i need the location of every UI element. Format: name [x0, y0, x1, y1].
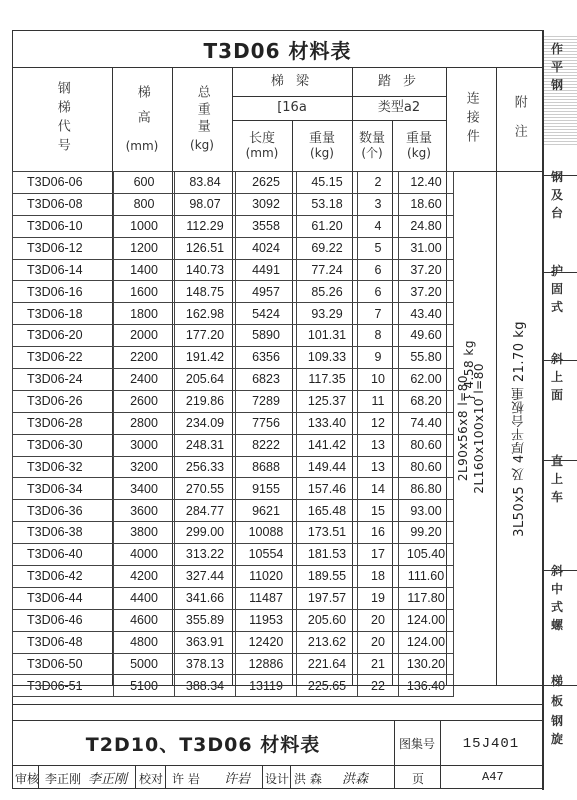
cell-step-qty: 10: [358, 369, 399, 391]
cell-beam-length: 11487: [236, 587, 297, 609]
page-label: 页: [412, 772, 425, 786]
cell-height: 4200: [114, 566, 175, 588]
cell-step-qty: 17: [358, 544, 399, 566]
cell-total-weight: 205.64: [175, 369, 236, 391]
cell-beam-weight: 189.55: [297, 566, 358, 588]
designer-signature: 洪森: [342, 772, 369, 787]
table-row: [13, 434, 454, 456]
cell-total-weight: 140.73: [175, 259, 236, 281]
cell-beam-weight: 45.15: [297, 172, 358, 194]
table-row: [13, 215, 454, 237]
cell-total-weight: 378.13: [175, 653, 236, 675]
cell-step-qty: 12: [358, 412, 399, 434]
cell-beam-weight: 225.65: [297, 675, 358, 697]
cell-beam-length: 10554: [236, 544, 297, 566]
cell-step-weight: 99.20: [399, 522, 454, 544]
table-row: [13, 390, 454, 412]
cell-beam-length: 7756: [236, 412, 297, 434]
table-row: [13, 456, 454, 478]
page-title: T3D06 材料表: [203, 38, 352, 63]
checker-name: 许 岩: [172, 772, 200, 786]
table-row: [13, 172, 454, 194]
cell-code: T3D06-46: [13, 609, 114, 631]
table-row: [13, 653, 454, 675]
cell-total-weight: 112.29: [175, 215, 236, 237]
side-index-char: 上: [551, 472, 564, 486]
cell-total-weight: 284.77: [175, 500, 236, 522]
header-beam-length: 长度 (mm): [245, 130, 279, 161]
side-index-char: 梯: [551, 674, 564, 688]
cell-beam-length: 6356: [236, 347, 297, 369]
cell-step-qty: 14: [358, 478, 399, 500]
cell-step-weight: 74.40: [399, 412, 454, 434]
cell-beam-weight: 221.64: [297, 653, 358, 675]
cell-height: 3000: [114, 434, 175, 456]
reviewer-name: 李正刚: [45, 772, 82, 786]
header-step-qty: 数量 (个): [358, 130, 385, 161]
cell-height: 4800: [114, 631, 175, 653]
header-step-title: 踏 步: [377, 73, 421, 89]
cell-height: 4000: [114, 544, 175, 566]
cell-code: T3D06-30: [13, 434, 114, 456]
side-index-char: 面: [551, 388, 564, 402]
header-beam-spec: [16a: [277, 100, 307, 116]
cell-beam-length: 8222: [236, 434, 297, 456]
cell-code: T3D06-40: [13, 544, 114, 566]
check-label: 校对: [139, 772, 164, 786]
header-notes: 附 注: [511, 94, 527, 144]
cell-height: 2000: [114, 325, 175, 347]
cell-beam-weight: 173.51: [297, 522, 358, 544]
side-index-char: 直: [551, 454, 564, 468]
cell-beam-length: 11020: [236, 566, 297, 588]
cell-beam-length: 3092: [236, 193, 297, 215]
side-index-char: 台: [551, 206, 564, 220]
side-index-char: 旋: [551, 732, 564, 746]
side-index-char: 斜: [551, 352, 564, 366]
footer-title: T2D10、T3D06 材料表: [85, 734, 321, 756]
cell-step-weight: 111.60: [399, 566, 454, 588]
cell-code: T3D06-51: [13, 675, 114, 697]
cell-beam-weight: 69.22: [297, 237, 358, 259]
design-label: 设计: [265, 772, 290, 786]
cell-step-weight: 24.80: [399, 215, 454, 237]
cell-step-weight: 86.80: [399, 478, 454, 500]
cell-beam-length: 11953: [236, 609, 297, 631]
cell-beam-weight: 61.20: [297, 215, 358, 237]
cell-step-qty: 4: [358, 215, 399, 237]
cell-step-qty: 22: [358, 675, 399, 697]
cell-code: T3D06-26: [13, 390, 114, 412]
cell-code: T3D06-06: [13, 172, 114, 194]
cell-beam-weight: 53.18: [297, 193, 358, 215]
cell-beam-length: 12420: [236, 631, 297, 653]
cell-code: T3D06-50: [13, 653, 114, 675]
cell-step-weight: 117.80: [399, 587, 454, 609]
connector-spec-1: 2L160x100x10 l=80: [472, 363, 486, 494]
header-total-weight: 总重量 (kg): [190, 85, 214, 153]
table-row: [13, 259, 454, 281]
cell-code: T3D06-24: [13, 369, 114, 391]
cell-height: 5100: [114, 675, 175, 697]
cell-height: 1400: [114, 259, 175, 281]
cell-step-weight: 124.00: [399, 609, 454, 631]
cell-step-qty: 3: [358, 193, 399, 215]
connector-weight: } 4.58 kg: [462, 340, 476, 402]
table-row: [13, 587, 454, 609]
cell-beam-weight: 141.42: [297, 434, 358, 456]
table-row: [13, 544, 454, 566]
cell-height: 2200: [114, 347, 175, 369]
cell-total-weight: 313.22: [175, 544, 236, 566]
table-row: [13, 478, 454, 500]
table-row: [13, 193, 454, 215]
cell-beam-weight: 101.31: [297, 325, 358, 347]
cell-height: 3800: [114, 522, 175, 544]
cell-beam-weight: 157.46: [297, 478, 358, 500]
side-index-char: 钢: [551, 170, 564, 184]
cell-beam-length: 8688: [236, 456, 297, 478]
cell-step-qty: 21: [358, 653, 399, 675]
cell-beam-length: 10088: [236, 522, 297, 544]
cell-beam-length: 4491: [236, 259, 297, 281]
cell-step-weight: 80.60: [399, 456, 454, 478]
cell-height: 3200: [114, 456, 175, 478]
side-index-char: 式: [551, 300, 564, 314]
cell-step-weight: 37.20: [399, 281, 454, 303]
header-code: 钢梯代号: [54, 81, 70, 157]
cell-code: T3D06-16: [13, 281, 114, 303]
table-row: [13, 631, 454, 653]
cell-beam-weight: 149.44: [297, 456, 358, 478]
notes-cell: [496, 172, 542, 685]
connector-spec-2: 2L90x56x8 l=80: [456, 375, 470, 482]
cell-step-weight: 105.40: [399, 544, 454, 566]
cell-code: T3D06-36: [13, 500, 114, 522]
cell-beam-weight: 205.60: [297, 609, 358, 631]
cell-step-weight: 124.00: [399, 631, 454, 653]
sign-row: [12, 766, 543, 788]
cell-height: 1000: [114, 215, 175, 237]
cell-code: T3D06-12: [13, 237, 114, 259]
side-index-char: 钢: [551, 714, 564, 728]
cell-step-qty: 9: [358, 347, 399, 369]
cell-step-weight: 49.60: [399, 325, 454, 347]
cell-beam-weight: 133.40: [297, 412, 358, 434]
cell-code: T3D06-32: [13, 456, 114, 478]
cell-total-weight: 363.91: [175, 631, 236, 653]
cell-total-weight: 177.20: [175, 325, 236, 347]
header-connector: 连接件: [463, 90, 479, 148]
cell-step-qty: 6: [358, 259, 399, 281]
cell-step-qty: 20: [358, 631, 399, 653]
cell-code: T3D06-44: [13, 587, 114, 609]
cell-beam-length: 13119: [236, 675, 297, 697]
cell-total-weight: 355.89: [175, 609, 236, 631]
cell-beam-weight: 85.26: [297, 281, 358, 303]
cell-step-weight: 68.20: [399, 390, 454, 412]
cell-step-qty: 8: [358, 325, 399, 347]
cell-code: T3D06-38: [13, 522, 114, 544]
cell-step-weight: 37.20: [399, 259, 454, 281]
cell-beam-weight: 109.33: [297, 347, 358, 369]
cell-beam-weight: 213.62: [297, 631, 358, 653]
cell-height: 1600: [114, 281, 175, 303]
cell-height: 2400: [114, 369, 175, 391]
cell-beam-weight: 181.53: [297, 544, 358, 566]
cell-total-weight: 341.66: [175, 587, 236, 609]
cell-beam-length: 5424: [236, 303, 297, 325]
side-index-char: 车: [551, 490, 564, 504]
side-index-char: 护: [551, 264, 564, 278]
cell-total-weight: 248.31: [175, 434, 236, 456]
table-row: [13, 566, 454, 588]
cell-total-weight: 148.75: [175, 281, 236, 303]
cell-beam-length: 2625: [236, 172, 297, 194]
cell-total-weight: 327.44: [175, 566, 236, 588]
side-index-char: 作: [551, 42, 564, 56]
cell-code: T3D06-10: [13, 215, 114, 237]
atlas-number: 15J401: [462, 735, 520, 752]
cell-code: T3D06-28: [13, 412, 114, 434]
cell-step-weight: 93.00: [399, 500, 454, 522]
cell-step-weight: 62.00: [399, 369, 454, 391]
cell-beam-length: 9621: [236, 500, 297, 522]
cell-total-weight: 219.86: [175, 390, 236, 412]
cell-beam-weight: 165.48: [297, 500, 358, 522]
checker-signature: 许岩: [224, 772, 251, 787]
cell-step-qty: 13: [358, 434, 399, 456]
header-beam-weight: 重量 (kg): [308, 130, 335, 161]
cell-total-weight: 83.84: [175, 172, 236, 194]
cell-total-weight: 234.09: [175, 412, 236, 434]
cell-height: 3600: [114, 500, 175, 522]
cell-step-qty: 20: [358, 609, 399, 631]
cell-total-weight: 388.34: [175, 675, 236, 697]
side-index-char: 式: [551, 600, 564, 614]
table-row: [13, 347, 454, 369]
table-row: [13, 412, 454, 434]
cell-beam-length: 4957: [236, 281, 297, 303]
cell-total-weight: 126.51: [175, 237, 236, 259]
cell-code: T3D06-18: [13, 303, 114, 325]
cell-total-weight: 270.55: [175, 478, 236, 500]
cell-code: T3D06-14: [13, 259, 114, 281]
side-index-char: 板: [551, 694, 564, 708]
cell-step-qty: 6: [358, 281, 399, 303]
cell-height: 2600: [114, 390, 175, 412]
cell-step-weight: 136.40: [399, 675, 454, 697]
cell-step-qty: 7: [358, 303, 399, 325]
side-index-char: 固: [551, 282, 564, 296]
cell-beam-weight: 197.57: [297, 587, 358, 609]
cell-height: 3400: [114, 478, 175, 500]
cell-height: 4400: [114, 587, 175, 609]
cell-beam-length: 4024: [236, 237, 297, 259]
material-table: [12, 171, 454, 697]
cell-beam-length: 12886: [236, 653, 297, 675]
side-index-char: 上: [551, 370, 564, 384]
table-row: [13, 237, 454, 259]
cell-step-weight: 130.20: [399, 653, 454, 675]
table-row: [13, 325, 454, 347]
cell-beam-length: 7289: [236, 390, 297, 412]
reviewer-signature: 李正刚: [88, 772, 128, 787]
cell-step-qty: 11: [358, 390, 399, 412]
header-step-type: 类型a2: [377, 100, 421, 116]
cell-beam-length: 3558: [236, 215, 297, 237]
designer-name: 洪 森: [294, 772, 322, 786]
top-border: [12, 30, 543, 31]
cell-step-qty: 2: [358, 172, 399, 194]
cell-beam-length: 9155: [236, 478, 297, 500]
cell-height: 5000: [114, 653, 175, 675]
table-row: [13, 369, 454, 391]
cell-step-weight: 12.40: [399, 172, 454, 194]
header-height: 梯高 (mm): [125, 84, 159, 153]
cell-step-weight: 31.00: [399, 237, 454, 259]
cell-beam-weight: 93.29: [297, 303, 358, 325]
cell-height: 800: [114, 193, 175, 215]
side-index-char: 中: [551, 582, 564, 596]
cell-step-weight: 43.40: [399, 303, 454, 325]
table-row: [13, 303, 454, 325]
cell-code: T3D06-08: [13, 193, 114, 215]
cell-step-qty: 5: [358, 237, 399, 259]
cell-beam-length: 6823: [236, 369, 297, 391]
atlas-label: 图集号: [398, 737, 435, 751]
cell-code: T3D06-22: [13, 347, 114, 369]
cell-step-qty: 19: [358, 587, 399, 609]
cell-code: T3D06-42: [13, 566, 114, 588]
cell-total-weight: 98.07: [175, 193, 236, 215]
cell-height: 1200: [114, 237, 175, 259]
cell-total-weight: 299.00: [175, 522, 236, 544]
cell-beam-length: 5890: [236, 325, 297, 347]
cell-beam-weight: 117.35: [297, 369, 358, 391]
cell-height: 1800: [114, 303, 175, 325]
side-index-char: 螺: [551, 618, 564, 632]
cell-beam-weight: 77.24: [297, 259, 358, 281]
review-label: 审核: [15, 772, 40, 786]
cell-code: T3D06-48: [13, 631, 114, 653]
table-row: [13, 500, 454, 522]
header-step-weight: 重量 (kg): [405, 130, 432, 161]
table-row: [13, 609, 454, 631]
cell-step-qty: 18: [358, 566, 399, 588]
cell-step-qty: 16: [358, 522, 399, 544]
notes-text: 3L50x5 及 4厚平台板重 21.70 kg: [511, 320, 527, 537]
side-index-char: 平: [551, 60, 564, 74]
cell-step-weight: 55.80: [399, 347, 454, 369]
cell-step-weight: 80.60: [399, 434, 454, 456]
side-index-char: 钢: [551, 78, 564, 92]
cell-code: T3D06-34: [13, 478, 114, 500]
cell-code: T3D06-20: [13, 325, 114, 347]
connector-note: [446, 172, 496, 685]
cell-step-qty: 15: [358, 500, 399, 522]
cell-height: 4600: [114, 609, 175, 631]
cell-step-weight: 18.60: [399, 193, 454, 215]
cell-beam-weight: 125.37: [297, 390, 358, 412]
table-row: [13, 522, 454, 544]
header-beam-title: 梯 梁: [270, 73, 314, 89]
cell-total-weight: 162.98: [175, 303, 236, 325]
table-row: [13, 281, 454, 303]
side-index-char: 斜: [551, 564, 564, 578]
cell-height: 600: [114, 172, 175, 194]
cell-step-qty: 13: [358, 456, 399, 478]
side-index-char: 及: [551, 188, 564, 202]
cell-total-weight: 191.42: [175, 347, 236, 369]
page-number: A47: [482, 770, 504, 784]
cell-height: 2800: [114, 412, 175, 434]
cell-total-weight: 256.33: [175, 456, 236, 478]
